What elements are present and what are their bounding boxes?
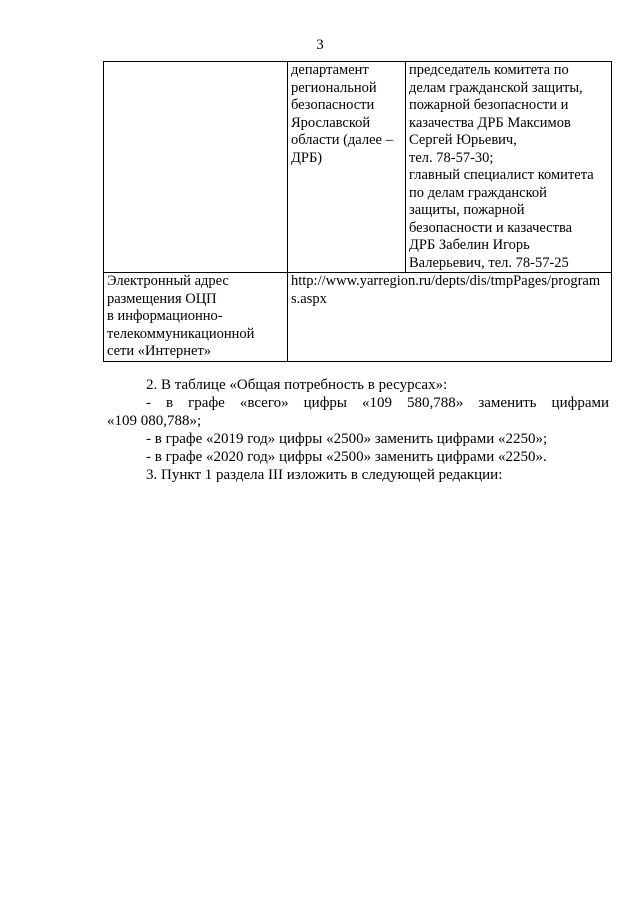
program-info-table: [103, 61, 612, 362]
website-link[interactable]: http://www.yarregion.ru/depts/dis/tmpPages/programs.aspx: [288, 273, 612, 362]
table-cell-contacts: председатель комитета по делам гражданской защиты, пожарной безопасности и казачества ДРБ Максимов Сергей Юрьевич, тел. 78-57-30; главный специалист комитета по делам гражданской защиты, пожарной безопасности и казачества ДРБ Забелин Игорь Валерьевич, тел. 78-57-25: [406, 62, 612, 273]
paragraph: 3. Пункт 1 раздела III изложить в следующей редакции:: [146, 467, 503, 483]
page-number: 3: [316, 37, 324, 53]
table-cell-label: [104, 62, 288, 273]
paragraph: 2. В таблице «Общая потребность в ресурсах»:: [146, 377, 448, 393]
paragraph: - в графе «всего» цифры «109 580,788» заменить цифрами: [146, 395, 609, 411]
table-cell-label: Электронный адрес размещения ОЦП в информационно- телекоммуникационной сети «Интернет»: [104, 273, 288, 362]
paragraph: - в графе «2019 год» цифры «2500» заменить цифрами «2250»;: [146, 431, 548, 447]
table-row: [104, 62, 612, 273]
table-cell-department: департамент региональной безопасности Ярославской области (далее – ДРБ): [288, 62, 406, 273]
paragraph-continuation: «109 080,788»;: [107, 413, 202, 429]
amendment-text: [107, 376, 609, 484]
paragraph: - в графе «2020 год» цифры «2500» заменить цифрами «2250».: [146, 449, 547, 465]
table-row: [104, 273, 612, 362]
